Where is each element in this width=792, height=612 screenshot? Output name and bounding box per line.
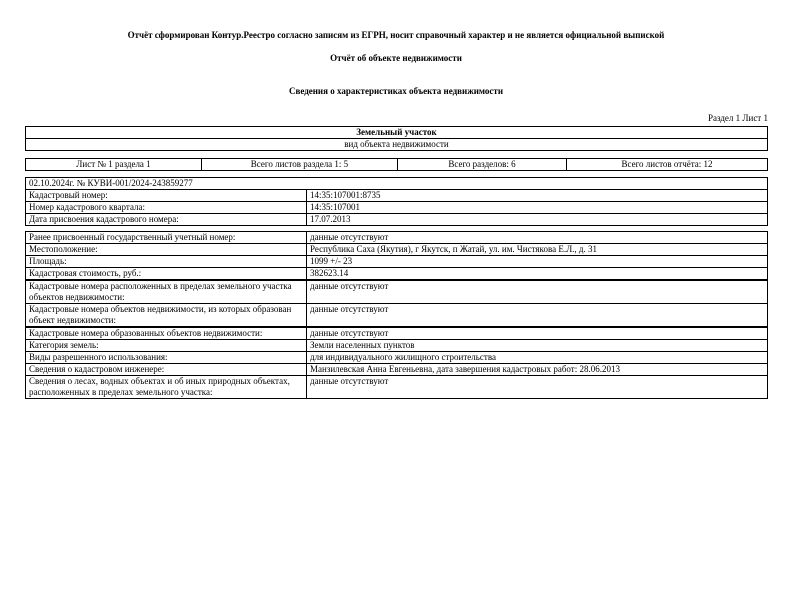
table-row — [26, 178, 768, 190]
row-value: данные отсутствуют — [307, 232, 768, 244]
row-label: Категория земель: — [26, 340, 307, 352]
table-row — [26, 190, 768, 202]
row-label: Кадастровая стоимость, руб.: — [26, 268, 307, 280]
row-label: Площадь: — [26, 256, 307, 268]
table-row — [26, 304, 768, 327]
row-label: Дата присвоения кадастрового номера: — [26, 214, 307, 226]
row-label: Местоположение: — [26, 244, 307, 256]
row-value: 14:35:107001 — [307, 202, 768, 214]
object-kind-caption: вид объекта недвижимости — [26, 139, 768, 151]
sheet-number-cell: Лист № 1 раздела 1 — [26, 159, 202, 171]
related-objects-table — [25, 280, 768, 327]
table-row — [26, 139, 768, 151]
total-report-sheets-cell: Всего листов отчёта: 12 — [567, 159, 768, 171]
row-label: Сведения о кадастровом инженере: — [26, 364, 307, 376]
row-value: 14:35:107001:8735 — [307, 190, 768, 202]
row-value: для индивидуального жилищного строительства — [307, 352, 768, 364]
table-row — [26, 202, 768, 214]
table-row — [26, 244, 768, 256]
table-row — [26, 232, 768, 244]
land-attributes-table — [25, 327, 768, 399]
table-row — [26, 214, 768, 226]
report-disclaimer: Отчёт сформирован Контур.Реестро согласно записям из ЕГРН, носит справочный характер и не является официальной выпиской — [127, 30, 665, 40]
row-label: Кадастровые номера расположенных в пределах земельного участка объектов недвижимости: — [26, 281, 307, 304]
table-row — [26, 281, 768, 304]
table-row — [26, 352, 768, 364]
row-value: данные отсутствуют — [307, 304, 768, 327]
row-value: Манзилевская Анна Евгеньевна, дата завершения кадастровых работ: 28.06.2013 — [307, 364, 768, 376]
row-label: Кадастровые номера образованных объектов недвижимости: — [26, 328, 307, 340]
row-value: данные отсутствуют — [307, 376, 768, 399]
report-title: Отчёт об объекте недвижимости — [330, 53, 462, 63]
row-label: Кадастровые номера объектов недвижимости, из которых образован объект недвижимости: — [26, 304, 307, 327]
table-row — [26, 127, 768, 139]
row-value: 17.07.2013 — [307, 214, 768, 226]
cadastral-id-table — [25, 177, 768, 226]
object-details-table — [25, 231, 768, 280]
row-value: данные отсутствуют — [307, 281, 768, 304]
table-row — [26, 268, 768, 280]
row-label: Кадастровый номер: — [26, 190, 307, 202]
row-label: Сведения о лесах, водных объектах и об иных природных объектах, расположенных в пределах земельного участка: — [26, 376, 307, 399]
row-value: данные отсутствуют — [307, 328, 768, 340]
table-row — [26, 256, 768, 268]
table-row — [26, 376, 768, 399]
report-subtitle: Сведения о характеристиках объекта недвижимости — [288, 86, 504, 96]
request-line: 02.10.2024г. № КУВИ-001/2024-243859277 — [26, 178, 768, 190]
row-value: Республика Саха (Якутия), г Якутск, п Жатай, ул. им. Чистякова Е.Л., д. 31 — [307, 244, 768, 256]
table-row — [26, 340, 768, 352]
sheet-info-table — [25, 158, 768, 171]
section-sheet-label: Раздел 1 Лист 1 — [707, 113, 768, 123]
total-section-sheets-cell: Всего листов раздела 1: 5 — [202, 159, 398, 171]
row-label: Ранее присвоенный государственный учетный номер: — [26, 232, 307, 244]
object-kind-table — [25, 126, 768, 151]
row-value: 1099 +/- 23 — [307, 256, 768, 268]
table-row — [26, 364, 768, 376]
report-body — [25, 113, 768, 399]
object-kind-value: Земельный участок — [26, 127, 768, 139]
table-row — [26, 328, 768, 340]
total-sections-cell: Всего разделов: 6 — [398, 159, 567, 171]
row-label: Виды разрешенного использования: — [26, 352, 307, 364]
table-row — [26, 159, 768, 171]
row-value: 382623.14 — [307, 268, 768, 280]
row-value: Земли населенных пунктов — [307, 340, 768, 352]
row-label: Номер кадастрового квартала: — [26, 202, 307, 214]
